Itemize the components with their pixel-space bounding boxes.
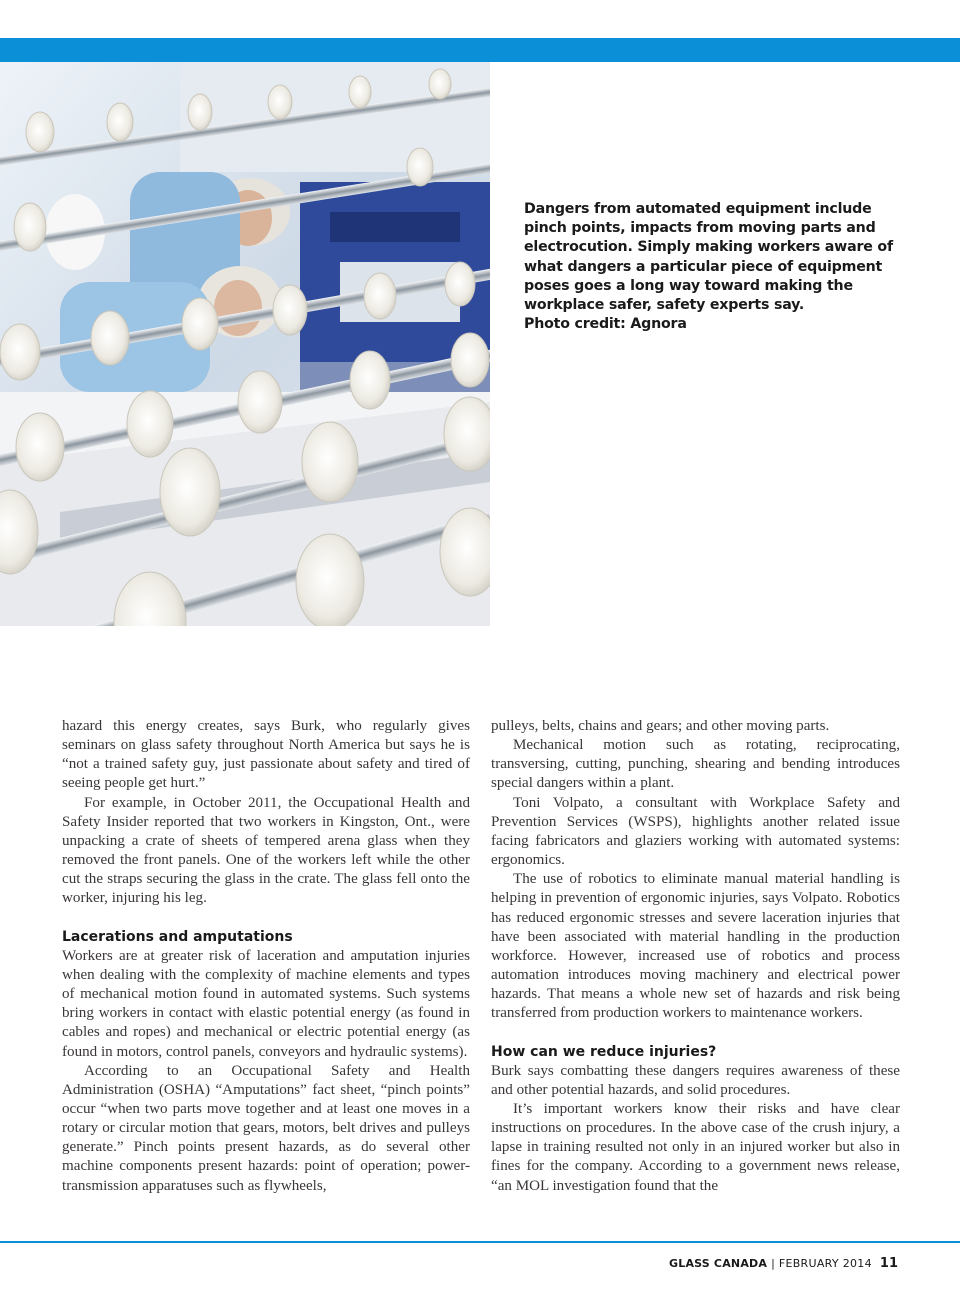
publication-name: GLASS CANADA bbox=[669, 1257, 768, 1270]
left-column bbox=[62, 717, 470, 1196]
issue-date: FEBRUARY 2014 bbox=[778, 1257, 872, 1270]
section-heading: Lacerations and amputations bbox=[62, 928, 293, 945]
photo-caption bbox=[524, 200, 894, 334]
section-heading: How can we reduce injuries? bbox=[491, 1043, 717, 1060]
paragraph: For example, in October 2011, the Occupational Health and Safety Insider reported that two workers in Kingston, Ont., were unpacking a crate of sheets of tempered arena glass when they removed the front panels. One of the workers left while the other cut the straps securing the glass in the crate. The glass fell onto the worker, injuring his leg. bbox=[62, 794, 470, 907]
right-column bbox=[491, 717, 900, 1196]
caption-line: pinch points, impacts from moving parts and bbox=[524, 220, 876, 237]
paragraph: Mechanical motion such as rotating, reciprocating, transversing, cutting, punching, shearing and bending introduces special dangers within a plant. bbox=[491, 737, 900, 792]
footer-rule bbox=[0, 1241, 960, 1243]
paragraph: pulleys, belts, chains and gears; and other moving parts. bbox=[491, 718, 830, 734]
paragraph: Toni Volpato, a consultant with Workplace Safety and Prevention Services (WSPS), highlights another related issue facing fabricators and glaziers working with automated systems: ergonomics. bbox=[491, 794, 900, 869]
page-number: 11 bbox=[879, 1256, 898, 1271]
paragraph: The use of robotics to eliminate manual material handling is helping in prevention of ergonomic injuries, says Volpato. Robotics has reduced ergonomic stresses and severe laceration injuries that have been associated with material handling in the production workforce. However, increased use of robotics and process automation introduces moving machinery and electrical power hazards. That means a whole new set of hazards and risk being transferred from production workers to maintenance workers. bbox=[491, 871, 900, 1022]
footer-separator: | bbox=[771, 1257, 775, 1270]
paragraph: hazard this energy creates, says Burk, who regularly gives seminars on glass safety throughout North America but says he is “not a trained safety guy, just passionate about safety and tired of seeing people get hurt.” bbox=[62, 718, 470, 792]
caption-line: Dangers from automated equipment include bbox=[524, 201, 872, 217]
caption-line: workplace safer, safety experts say. bbox=[524, 297, 805, 314]
article-photo bbox=[0, 62, 490, 626]
caption-line: poses goes a long way toward making the bbox=[524, 277, 853, 294]
caption-line: electrocution. Simply making workers aware of bbox=[524, 239, 893, 256]
paragraph: According to an Occupational Safety and Health Administration (OSHA) “Amputations” fact sheet, “pinch points” occur “when two parts move together and at least one moves in a rotary or circular motion that gears, motors, belt drives and pulleys generate.” Pinch points present hazards, as do several other machine components present hazards: point of operation; power-transmission apparatuses such as flywheels, bbox=[62, 1062, 470, 1194]
header-accent-bar bbox=[0, 38, 960, 62]
page-footer bbox=[669, 1256, 898, 1271]
paragraph: Workers are at greater risk of laceration and amputation injuries when dealing with the complexity of machine elements and types of mechanical motion found in automated systems. Such systems bring workers in contact with elastic potential energy (as found in cables and ropes) and mechanical or electric potential energy (as found in motors, control panels, conveyors and hydraulic systems). bbox=[62, 947, 470, 1060]
caption-line: what dangers a particular piece of equipment bbox=[524, 258, 883, 275]
photo-credit: Photo credit: Agnora bbox=[524, 316, 687, 333]
paragraph: Burk says combatting these dangers requires awareness of these and other potential hazards, and solid procedures. bbox=[491, 1062, 900, 1098]
paragraph: It’s important workers know their risks and have clear instructions on procedures. In the above case of the crush injury, a lapse in training resulted not only in an injured worker but also in fines for the company. According to a government news release, “an MOL investigation found that the bbox=[491, 1100, 900, 1194]
